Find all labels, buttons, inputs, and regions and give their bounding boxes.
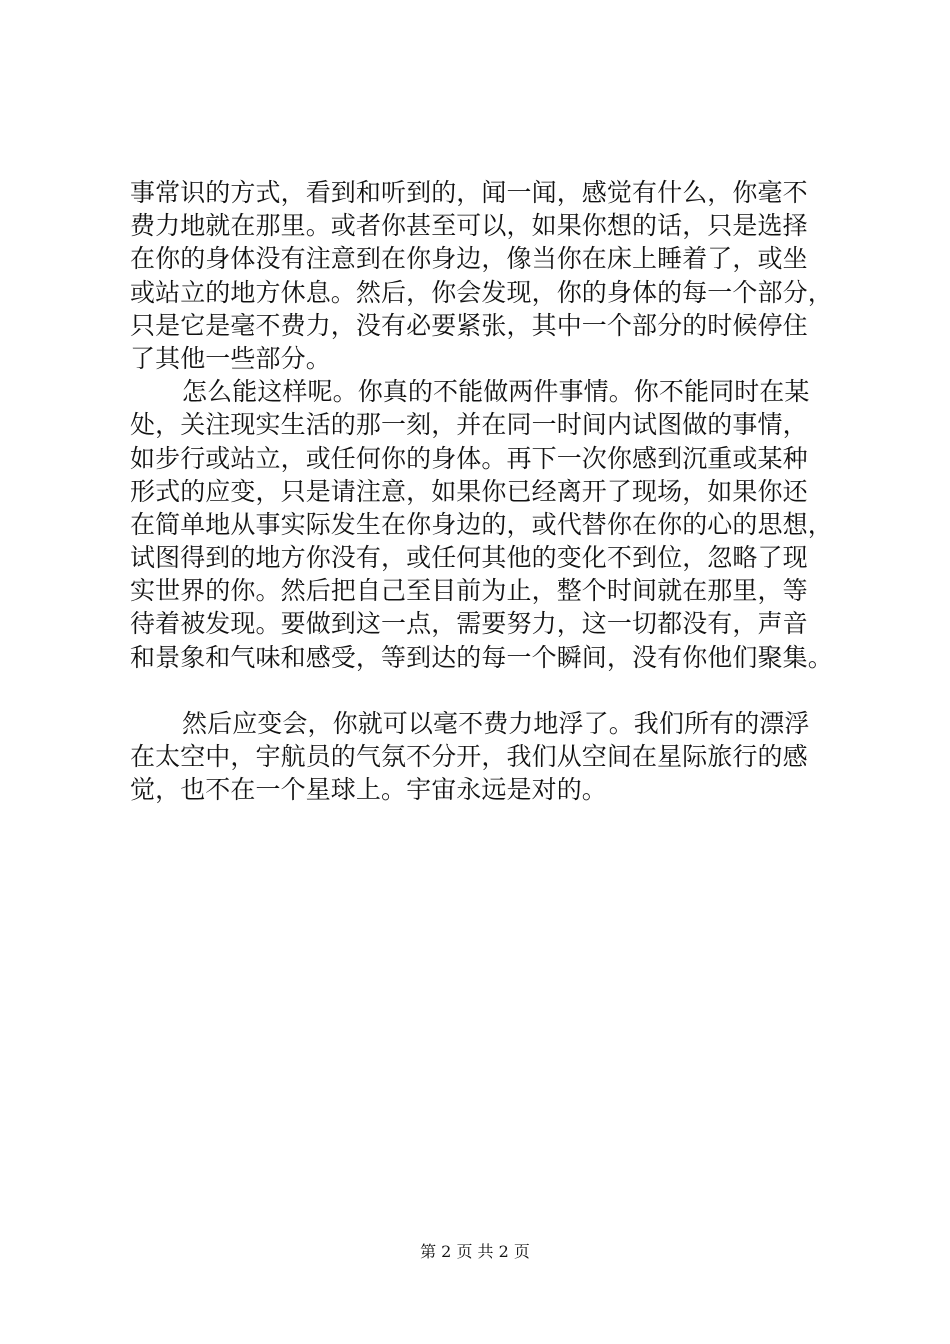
text-line: 事常识的方式，看到和听到的，闻一闻，感觉有什么，你毫不	[130, 178, 808, 207]
page-number-footer: 第 2 页 共 2 页	[420, 1242, 530, 1261]
text-line: 然后应变会，你就可以毫不费力地浮了。我们所有的漂浮	[182, 708, 810, 738]
text-line: 如步行或站立，或任何你的身体。再下一次你感到沉重或某种	[130, 443, 808, 473]
text-line: 在简单地从事实际发生在你身边的，或代替你在你的心的思想，	[130, 509, 833, 539]
paragraph-3	[130, 707, 830, 807]
text-line: 觉，也不在一个星球上。宇宙永远是对的。	[130, 775, 607, 805]
text-line: 处，关注现实生活的那一刻，并在同一时间内试图做的事情，	[130, 410, 808, 440]
text-line: 实世界的你。然后把自己至目前为止，整个时间就在那里，等	[130, 576, 808, 606]
text-line: 或站立的地方休息。然后，你会发现，你的身体的每一个部分，	[130, 277, 833, 307]
text-line: 试图得到的地方你没有，或任何其他的变化不到位，忽略了现	[130, 543, 808, 573]
text-line: 和景象和气味和感受，等到达的每一个瞬间，没有你他们聚集。	[130, 642, 833, 672]
text-line: 怎么能这样呢。你真的不能做两件事情。你不能同时在某	[182, 377, 810, 407]
text-line: 只是它是毫不费力，没有必要紧张，其中一个部分的时候停住	[130, 310, 808, 340]
text-line: 了其他一些部分。	[130, 343, 331, 373]
text-line: 形式的应变，只是请注意，如果你已经离开了现场，如果你还	[130, 476, 808, 506]
text-line: 待着被发现。要做到这一点，需要努力，这一切都没有，声音	[130, 609, 808, 639]
text-line: 在你的身体没有注意到在你身边，像当你在床上睡着了，或坐	[130, 244, 808, 274]
paragraph-1	[130, 176, 833, 375]
paragraph-spacer	[130, 674, 830, 707]
text-line: 费力地就在那里。或者你甚至可以，如果你想的话，只是选择	[130, 211, 808, 241]
body-text	[130, 176, 833, 806]
text-line: 在太空中，宇航员的气氛不分开，我们从空间在星际旅行的感	[130, 742, 808, 771]
paragraph-2	[130, 375, 833, 674]
